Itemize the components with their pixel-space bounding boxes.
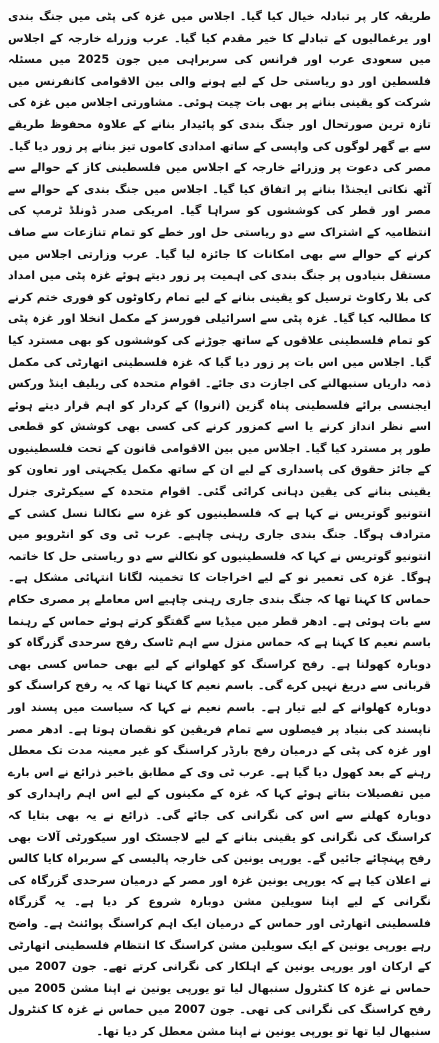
article-body — [8, 6, 431, 1043]
article-paragraph: طریقہ کار پر تبادلہ خیال کیا گیا۔ اجلاس میں غزہ کی پٹی میں جنگ بندی اور یرغمالیوں کے تبادلے کا خیر مقدم کیا گیا۔ عرب وزراے خارجہ کے اجلاس میں سعودی عرب اور فرانس کی سربراہی میں جون 2025 میں مسئلہ فلسطین اور دو ریاستی حل کے لیے ہونے والی بین الاقوامی کانفرنس میں شرکت کو یقینی بنانے پر بھی بات چیت ہوئی۔ مشاورتی اجلاس میں غزہ کی تازہ ترین صورتحال اور جنگ بندی کو پائیدار بنانے کے علاوہ محفوظ طریقے سے بے گھر لوگوں کی واپسی کے ساتھ امدادی کاموں تیز بنانے پر زور دیا گیا۔ مصر کی دعوت پر وزرائے خارجہ کے اجلاس میں فلسطینی کاز کے حوالے سے آٹھ نکاتی ایجنڈا بنانے پر اتفاق کیا گیا۔ اجلاس میں جنگ بندی کے حوالے سے مصر اور قطر کی کوششوں کو سراہا گیا۔ امریکی صدر ڈونلڈ ٹرمپ کی انتظامیہ کے اشتراک سے دو ریاستی حل اور خطے کو تمام تنازعات سے صاف کرنے کے حوالے سے بھی امکانات کا جائزہ لیا گیا۔ عرب وزارتی اجلاس میں مستقل بنیادوں پر جنگ بندی کی اہمیت پر زور دیتے ہوئے غزہ پٹی میں امداد کی بلا رکاوٹ ترسیل کو یقینی بنانے کے لیے تمام رکاوٹوں کو فوری ختم کرنے کا مطالبہ کیا گیا۔ غزہ پٹی سے اسرائیلی فورسز کے مکمل انخلا اور غزہ پٹی کو تمام فلسطینی علاقوں کے ساتھ جوڑنے کی کوششوں کو بھی مسترد کیا گیا۔ اجلاس میں اس بات پر زور دیا گیا کہ غزہ فلسطینی اتھارٹی کی مکمل ذمہ داریاں سنبھالنے کی اجازت دی جائے۔ اقوام متحدہ کی ریلیف اینڈ ورکس ایجنسی برائے فلسطینی پناہ گزین (انروا) کے کردار کو اہم قرار دیتے ہوئے اسے نظر انداز کرنے یا اسے کمزور کرنے کی کسی بھی کوشش کو قطعی طور پر مسترد کیا گیا۔ اجلاس میں بین الاقوامی قانون کے تحت فلسطینیوں کے جائز حقوق کی پاسداری کے لیے ان کے ساتھ مکمل یکجہتی اور تعاون کو یقینی بنانے کی یقین دہانی کرائی گئی۔ اقوام متحدہ کے سیکرٹری جنرل انتونیو گوتریس نے کہا ہے کہ فلسطینیوں کو غزہ سے نکالنا نسل کشی کے مترادف ہوگا۔ جنگ بندی جاری رہنی چاہیے۔ عرب ٹی وی کو انٹرویو میں انتونیو گوتریس نے کہا کہ فلسطینیوں کو نکالنے سے دو ریاستی حل کا خاتمہ ہوگا۔ غزہ کی تعمیر نو کے لیے اخراجات کا تخمینہ لگانا انتہائی مشکل ہے۔ حماس کا کہنا تھا کہ جنگ بندی جاری رہنی چاہیے اس معاملے پر مصری حکام سے بات ہوئی ہے۔ ادھر قطر میں میڈیا سے گفتگو کرتے ہوئے حماس کے رہنما باسم نعیم کا کہنا ہے کہ حماس منزل سے اہم ٹاسک رفح سرحدی گزرگاہ کو دوبارہ کھولنا ہے۔ رفح کراسنگ کو کھلوانے کے لیے بھی حماس کسی بھی قربانی سے دریغ نہیں کرے گی۔ باسم نعیم کا کہنا تھا کہ یہ رفح کراسنگ کو دوبارہ کھلوانے کے لیے تیار ہے۔ باسم نعیم نے کہا کہ سیاست میں پسند اور ناپسند کی بنیاد پر فیصلوں سے تمام فریقین کو نقصان ہوتا ہے۔ ادھر مصر اور غزہ کی پٹی کے درمیان رفح بارڈر کراسنگ کو غیر معینہ مدت تک معطل رہنے کے بعد کھول دیا گیا ہے۔ عرب ٹی وی کے مطابق باخبر ذرائع نے اس بارے میں تفصیلات بتاتے ہوئے کہا کہ غزہ کے مکینوں کے لیے اس اہم راہداری کو دوبارہ کھلنے سے اس کی نگرانی کی جائے گی۔ ذرائع نے یہ بھی بتایا کہ کراسنگ کی نگرانی کو یقینی بنانے کے لیے لاجسٹک اور سیکورٹی آلات بھی رفح پہنچائے جائیں گے۔ یورپی یونین کی خارجہ پالیسی کے سربراہ کایا کالس نے اعلان کیا ہے کہ یورپی یونین غزہ اور مصر کے درمیان سرحدی گزرگاہ کی نگرانی کے لیے اپنا سویلین مشن دوبارہ شروع کر دیا ہے۔ یہ گزرگاہ فلسطینی اتھارٹی اور حماس کے درمیان ایک اہم کراسنگ پوائنٹ ہے۔ واضح رہے یورپی یونین کے ایک سویلین مشن کراسنگ کا انتظام فلسطینی اتھارٹی کے ارکان اور یورپی یونین کے اہلکار کی نگرانی کرتے تھے۔ جون 2007 میں حماس نے غزہ کا کنٹرول سنبھال لیا تو یورپی یونین نے اپنا مشن 2005 میں رفح کراسنگ کی نگرانی کی تھی۔ جون 2007 میں حماس نے غزہ کا کنٹرول سنبھال لیا تھا تو یورپی یونین نے اپنا مشن معطل کر دیا تھا۔ — [8, 10, 432, 1038]
